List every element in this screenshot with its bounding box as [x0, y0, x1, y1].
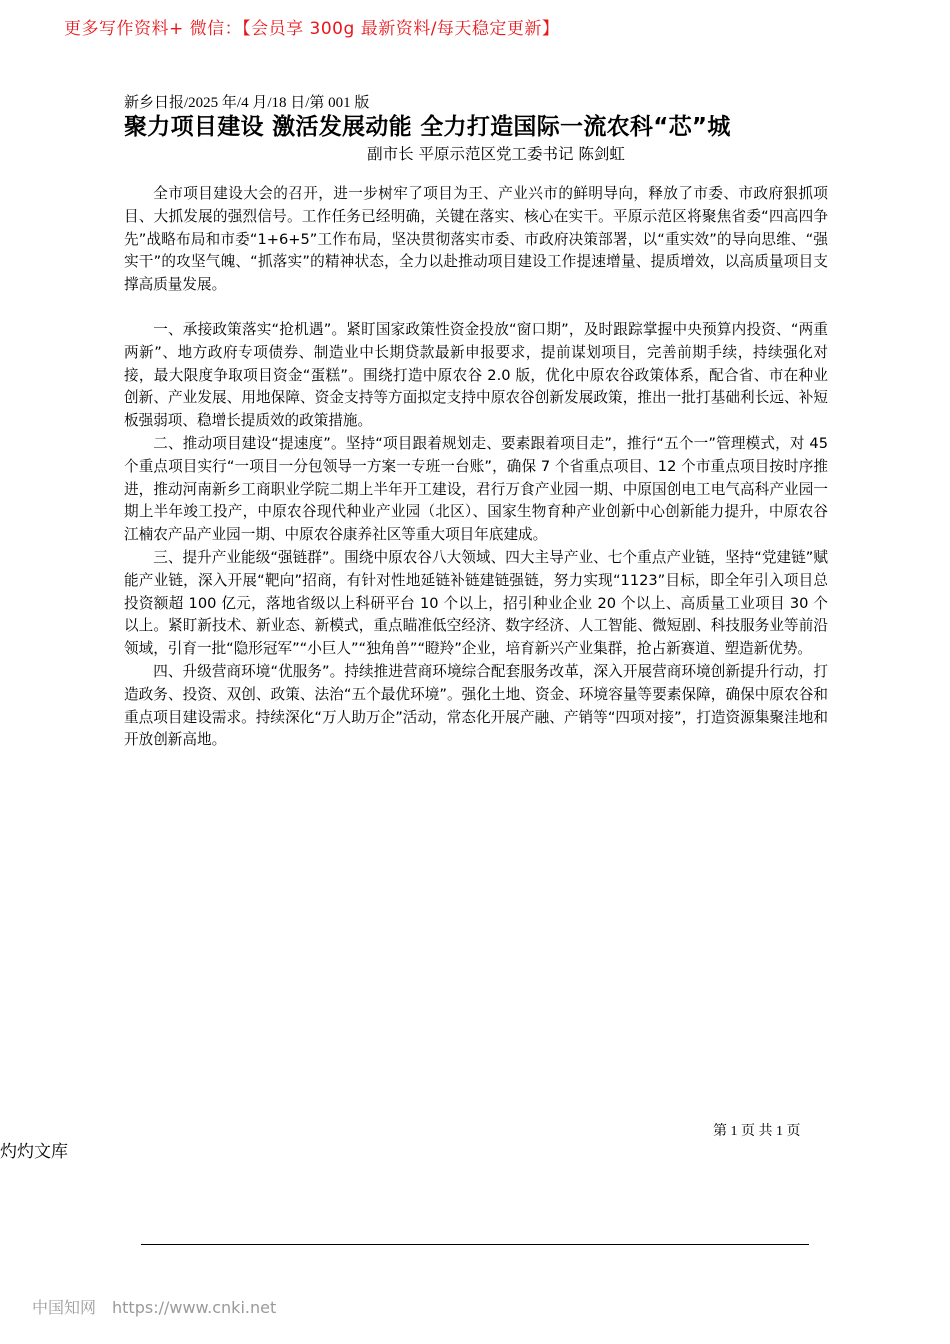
article-author: 副市长 平原示范区党工委书记 陈剑虹 [367, 145, 625, 163]
watermark-url: https://www.cnki.net [112, 1298, 277, 1317]
article-source: 新乡日报/2025 年/4 月/18 日/第 001 版 [124, 95, 370, 111]
paragraph-intro: 全市项目建设大会的召开，进一步树牢了项目为王、产业兴市的鲜明导向，释放了市委、市政府狠抓项目、大抓发展的强烈信号。工作任务已经明确，关键在落实、核心在实干。平原示范区将聚焦省委“四高四争先”战略布局和市委“1+6+5”工作布局，坚决贯彻落实市委、市政府决策部署，以“重实效”的导向思维、“强实干”的攻坚气魄、“抓落实”的精神状态，全力以赴推动项目建设工作提速增量、提质增效，以高质量项目支撑高质量发展。 [124, 185, 828, 294]
article-title: 聚力项目建设 激活发展动能 全力打造国际一流农科“芯”城 [124, 114, 731, 140]
watermark-name: 中国知网 [32, 1298, 97, 1317]
paragraph-section-2: 二、推动项目建设“提速度”。坚持“项目跟着规划走、要素跟着项目走”，推行“五个一”管理模式，对 45 个重点项目实行“一项目一分包领导一方案一专班一台账”，确保 7 个省重点项目、12 个市重点项目按时序推进，推动河南新乡工商职业学院二期上半年开工建设，君行万食产业园一期、中原国创电工电气高科产业园一期上半年竣工投产，中原农谷现代种业产业园（北区）、国家生物育种产业创新中心创新能力提升，中原农谷江楠农产品产业园一期、中原农谷康养社区等重大项目年底建成。 [124, 434, 828, 544]
paragraph-gap [124, 297, 828, 319]
page-number: 第 1 页 共 1 页 [713, 1124, 801, 1139]
paragraph-section-1: 一、承接政策落实“抢机遇”。紧盯国家政策性资金投放“窗口期”，及时跟踪掌握中央预算内投资、“两重两新”、地方政府专项债券、制造业中长期贷款最新申报要求，提前谋划项目，完善前期手续，持续强化对接，最大限度争取项目资金“蛋糕”。围绕打造中原农谷 2.0 版，优化中原农谷政策体系，配合省、市在种业创新、产业发展、用地保障、资金支持等方面拟定支持中原农谷创新发展政策，推出一批打基础利长远、补短板强弱项、稳增长提质效的政策措施。 [124, 320, 828, 430]
article [124, 94, 828, 752]
paragraph-section-4: 四、升级营商环境“优服务”。持续推进营商环境综合配套服务改革，深入开展营商环境创新提升行动，打造政务、投资、双创、政策、法治“五个最优环境”。强化土地、资金、环境容量等要素保障，确保中原农谷和重点项目建设需求。持续深化“万人助万企”活动，常态化开展产融、产销等“四项对接”，打造资源集聚洼地和开放创新高地。 [124, 662, 828, 749]
promo-banner: 更多写作资料+ 微信：【会员享 300g 最新资料/每天稳定更新】 [64, 19, 560, 39]
cnki-watermark [32, 1295, 292, 1318]
footer-divider [141, 1244, 809, 1245]
library-name: 灼灼文库 [0, 1142, 68, 1162]
article-body [124, 183, 828, 752]
paragraph-section-3: 三、提升产业能级“强链群”。围绕中原农谷八大领域、四大主导产业、七个重点产业链，坚持“党建链”赋能产业链，深入开展“靶向”招商，有针对性地延链补链建链强链，努力实现“1123”目标，即全年引入项目总投资额超 100 亿元，落地省级以上科研平台 10 个以上，招引种业企业 20 个以上、高质量工业项目 30 个以上。紧盯新技术、新业态、新模式，重点瞄准低空经济、数字经济、人工智能、微短剧、科技服务业等前沿领域，引育一批“隐形冠军”“小巨人”“独角兽”“瞪羚”企业，培育新兴产业集群，抢占新赛道、塑造新优势。 [124, 548, 828, 658]
